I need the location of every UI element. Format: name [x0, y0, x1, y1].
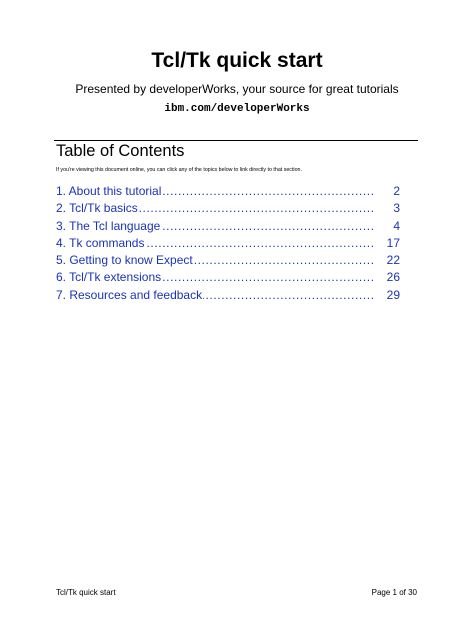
- toc-item-page[interactable]: 17: [374, 235, 400, 252]
- toc-link-about-tutorial[interactable]: [56, 183, 400, 200]
- toc-item-label[interactable]: 2. Tcl/Tk basics: [56, 201, 138, 216]
- toc-item-page[interactable]: 26: [374, 269, 400, 286]
- toc-heading: Table of Contents: [56, 142, 185, 160]
- document-title: Tcl/Tk quick start: [151, 49, 323, 72]
- toc-item-page[interactable]: 29: [374, 287, 400, 304]
- toc-item-label[interactable]: 1. About this tutorial: [56, 184, 162, 198]
- toc-item-label[interactable]: 4. Tk commands: [56, 235, 145, 250]
- toc-item-page[interactable]: 22: [374, 252, 400, 269]
- toc-link-tcl-language[interactable]: [56, 218, 400, 235]
- footer-page-number: Page 1 of 30: [371, 588, 417, 597]
- document-subtitle: Presented by developerWorks, your source for great tutorials: [75, 82, 399, 96]
- toc-item-label[interactable]: 7. Resources and feedback: [56, 287, 203, 302]
- toc-link-tk-commands[interactable]: [56, 235, 400, 252]
- toc-item-label[interactable]: 3. The Tcl language: [56, 218, 161, 233]
- toc-item-label[interactable]: 5. Getting to know Expect: [56, 253, 193, 268]
- site-url: ibm.com/developerWorks: [164, 103, 310, 115]
- footer-document-title: Tcl/Tk quick start: [56, 588, 116, 597]
- toc-item-label[interactable]: 6. Tcl/Tk extensions: [56, 270, 162, 285]
- toc-item-page[interactable]: 2: [374, 183, 400, 200]
- toc-item-page[interactable]: 4: [374, 218, 400, 235]
- toc-link-tcl-tk-extensions[interactable]: [56, 269, 400, 286]
- toc-link-getting-to-know-expect[interactable]: [56, 252, 400, 269]
- toc-item-page[interactable]: 3: [374, 200, 400, 217]
- toc-list: [56, 183, 400, 304]
- toc-link-resources-feedback[interactable]: [56, 287, 400, 304]
- toc-note: If you're viewing this document online, you can click any of the topics below to link directly to that section.: [56, 167, 302, 173]
- toc-link-tcl-tk-basics[interactable]: [56, 200, 400, 217]
